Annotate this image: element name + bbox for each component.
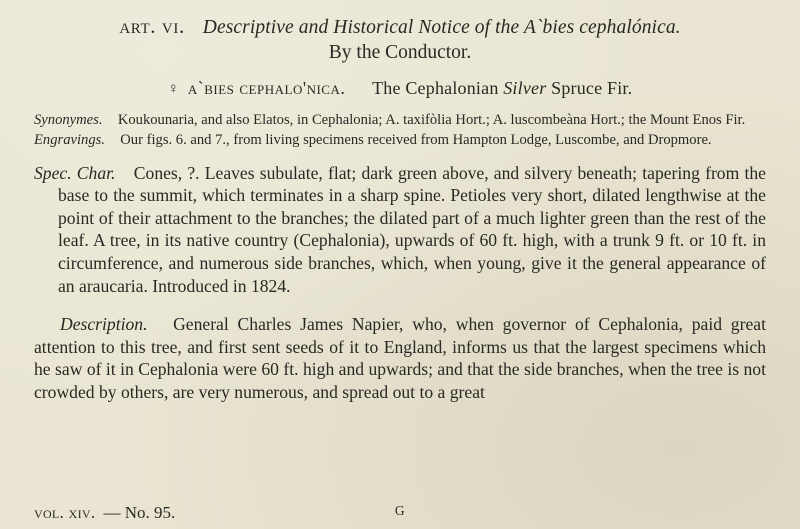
article-byline	[34, 42, 766, 64]
female-symbol-icon: ♀	[167, 80, 180, 97]
article-number: art. vi.	[119, 14, 185, 38]
footer-number: — No. 95.	[103, 503, 176, 522]
article-heading	[34, 14, 766, 40]
species-common-name	[372, 78, 632, 98]
article-title: Descriptive and Historical Notice of the A`bies cephalónica.	[202, 17, 681, 38]
description-block	[34, 313, 766, 403]
common-name-suffix: Spruce Fir.	[546, 77, 633, 98]
species-latin-name: a`bies cephalo'nica.	[187, 77, 346, 98]
engravings-text: Our figs. 6. and 7., from living specimens received from Hampton Lodge, Luscombe, and Dropmore.	[120, 132, 712, 149]
species-heading	[34, 78, 766, 99]
spec-char-label: Spec. Char.	[34, 162, 116, 183]
page-footer	[34, 503, 766, 523]
footer-volume: vol. xiv.	[34, 503, 96, 522]
common-name-prefix: The Cephalonian	[372, 77, 504, 98]
common-name-italic: Silver	[503, 77, 547, 98]
description-label: Description.	[60, 314, 148, 335]
byline-text: By the Conductor.	[328, 41, 472, 63]
spec-char-text: Cones, ?. Leaves subulate, flat; dark green above, and silvery beneath; tapering from the base to the summit, which terminates in a sharp spine. Petioles very short, dilated lengthwise at the point of their attachment to the branches; the dilated part of a much lighter green than the rest of the leaf. A tree, in its native country (Cephalonia), upwards of 60 ft. high, with a trunk 9 ft. or 10 ft. in circumference, and numerous side branches, which, when young, give it the general appearance of an araucaria. Introduced in 1824.	[58, 162, 766, 296]
engravings-block	[34, 131, 766, 149]
engravings-label: Engravings.	[34, 132, 105, 149]
description-text: General Charles James Napier, who, when governor of Cephalonia, paid great attention to this tree, and first sent seeds of it to England, informs us that the largest specimens which he saw of it in Cephalonia were 60 ft. high and upwards; and that the side branches, when the tree is not crowded by others, are very numerous, and spread out to a great	[34, 314, 766, 402]
synonymes-text: Koukounaria, and also Elatos, in Cephalonia; A. taxifòlia Hort.; A. luscombeàna Hort.; the Mount Enos Fir.	[117, 111, 746, 128]
synonymes-label: Synonymes.	[34, 111, 103, 128]
footer-signature: G	[394, 503, 406, 518]
synonymes-block	[34, 111, 766, 129]
spec-char-block	[34, 162, 766, 298]
